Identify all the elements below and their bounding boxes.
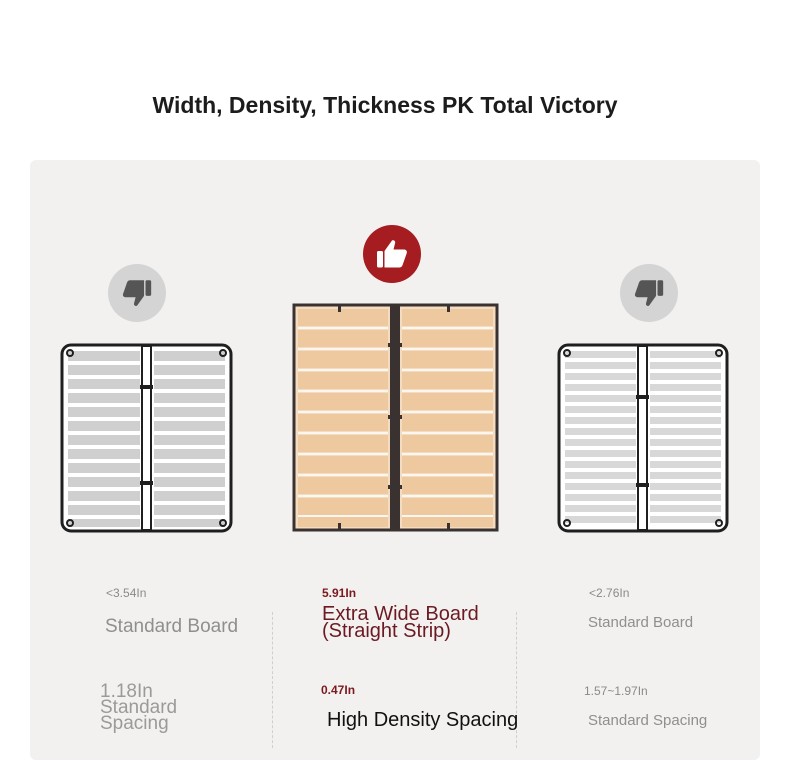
center-board-width-value: 5.91In — [322, 586, 357, 600]
center-spacing-label: High Density Spacing — [327, 709, 519, 731]
column-divider — [272, 612, 273, 748]
left-board-width-label: Standard Board — [105, 616, 239, 637]
center-board-width-label-line1: Extra Wide Board — [322, 603, 479, 625]
left-board-width-value: <3.54In — [106, 586, 147, 600]
right-board-width-label: Standard Board — [588, 614, 694, 631]
thumbs-down-icon — [620, 264, 678, 322]
standard-bed-frame-right — [557, 343, 729, 533]
thumbs-up-icon — [363, 225, 421, 283]
right-board-width-value: <2.76In — [589, 586, 630, 600]
page-title: Width, Density, Thickness PK Total Victory — [152, 92, 618, 118]
thumbs-down-icon — [108, 264, 166, 322]
right-spacing-value: 1.57~1.97In — [584, 684, 648, 698]
left-spacing-label-line2: Spacing — [100, 713, 169, 734]
left-spacing-value: 1.18In — [100, 681, 153, 702]
right-spacing-label: Standard Spacing — [588, 712, 708, 729]
extra-wide-wood-bed-frame — [292, 303, 499, 532]
center-board-width-label-line2: (Straight Strip) — [322, 620, 451, 642]
left-spacing-label-line1: Standard — [100, 697, 178, 718]
center-spacing-value: 0.47In — [321, 683, 356, 697]
standard-bed-frame-left — [60, 343, 233, 533]
